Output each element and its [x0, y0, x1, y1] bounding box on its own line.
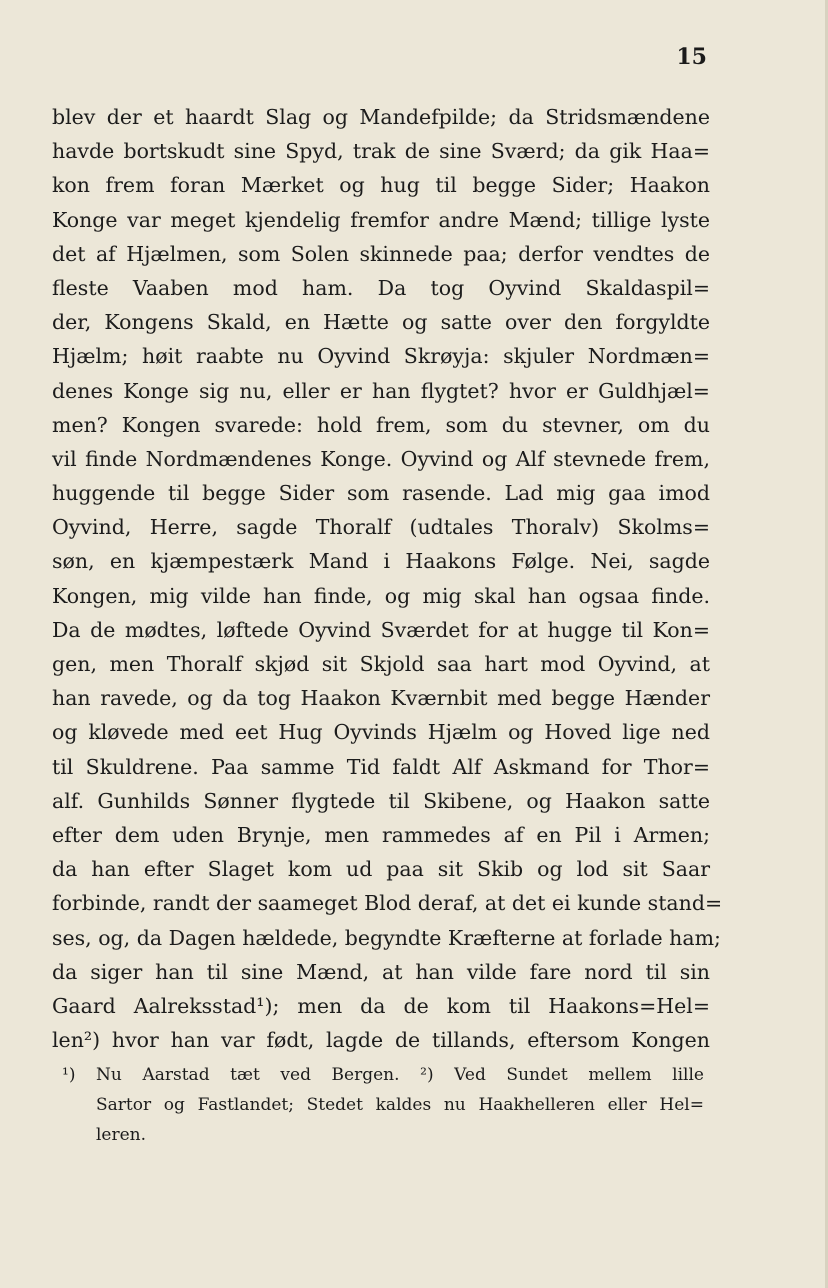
text-line: og kløvede med eet Hug Oyvinds Hjælm og Hoved lige ned — [52, 720, 710, 745]
text-line: alf. Gunhilds Sønner flygtede til Skibene, og Haakon satte — [52, 788, 710, 813]
text-line: forbinde, randt der saameget Blod deraf, at det ei kunde stand= — [52, 891, 723, 916]
footnotes — [62, 1060, 704, 1150]
body-text — [52, 100, 723, 1057]
page-number: 15 — [676, 44, 707, 70]
footnote-line: Sartor og Fastlandet; Stedet kaldes nu Haakhelleren eller Hel= — [96, 1095, 704, 1115]
text-line: ses, og, da Dagen hældede, begyndte Kræfterne at forlade ham; — [52, 925, 721, 950]
text-line: Kongen, mig vilde han finde, og mig skal han ogsaa finde. — [52, 583, 710, 608]
text-line: men? Kongen svarede: hold frem, som du stevner, om du — [52, 412, 710, 437]
text-line: fleste Vaaben mod ham. Da tog Oyvind Skaldaspil= — [52, 275, 710, 300]
text-line: da siger han til sine Mænd, at han vilde fare nord til sin — [52, 959, 710, 984]
text-line: Da de mødtes, løftede Oyvind Sværdet for at hugge til Kon= — [52, 617, 710, 642]
text-line: Gaard Aalreksstad¹); men da de kom til Haakons=Hel= — [52, 993, 710, 1018]
text-line: Oyvind, Herre, sagde Thoralf (udtales Thoralv) Skolms= — [52, 515, 710, 540]
footnote-line: leren. — [96, 1125, 147, 1145]
text-line: len²) hvor han var født, lagde de tillands, eftersom Kongen — [52, 1028, 710, 1053]
text-line: til Skuldrene. Paa samme Tid faldt Alf Askmand for Thor= — [52, 754, 710, 779]
text-line: vil finde Nordmændenes Konge. Oyvind og Alf stevnede frem, — [52, 446, 710, 471]
text-line: gen, men Thoralf skjød sit Skjold saa hart mod Oyvind, at — [52, 652, 710, 676]
text-line: Hjælm; høit raabte nu Oyvind Skrøyja: skjuler Nordmæn= — [52, 344, 710, 369]
text-line: da han efter Slaget kom ud paa sit Skib og lod sit Saar — [52, 857, 710, 882]
text-line: havde bortskudt sine Spyd, trak de sine Sværd; da gik Haa= — [52, 139, 710, 164]
text-line: efter dem uden Brynje, men rammedes af en Pil i Armen; — [52, 822, 710, 847]
text-line: kon frem foran Mærket og hug til begge Sider; Haakon — [52, 173, 710, 198]
text-line: der, Kongens Skald, en Hætte og satte over den forgyldte — [52, 310, 710, 335]
text-line: Konge var meget kjendelig fremfor andre Mænd; tillige lyste — [52, 207, 710, 232]
text-line: denes Konge sig nu, eller er han flygtet? hvor er Guldhjæl= — [52, 378, 710, 403]
text-line: han ravede, og da tog Haakon Kværnbit med begge Hænder — [52, 686, 710, 711]
text-line: det af Hjælmen, som Solen skinnede paa; derfor vendtes de — [52, 241, 710, 266]
footnote-line: ¹) Nu Aarstad tæt ved Bergen. ²) Ved Sundet mellem lille — [62, 1065, 704, 1085]
text-line: blev der et haardt Slag og Mandefpilde; da Stridsmændene — [52, 105, 710, 129]
text-line: søn, en kjæmpestærk Mand i Haakons Følge. Nei, sagde — [52, 549, 710, 574]
text-line: huggende til begge Sider som rasende. Lad mig gaa imod — [52, 481, 710, 506]
